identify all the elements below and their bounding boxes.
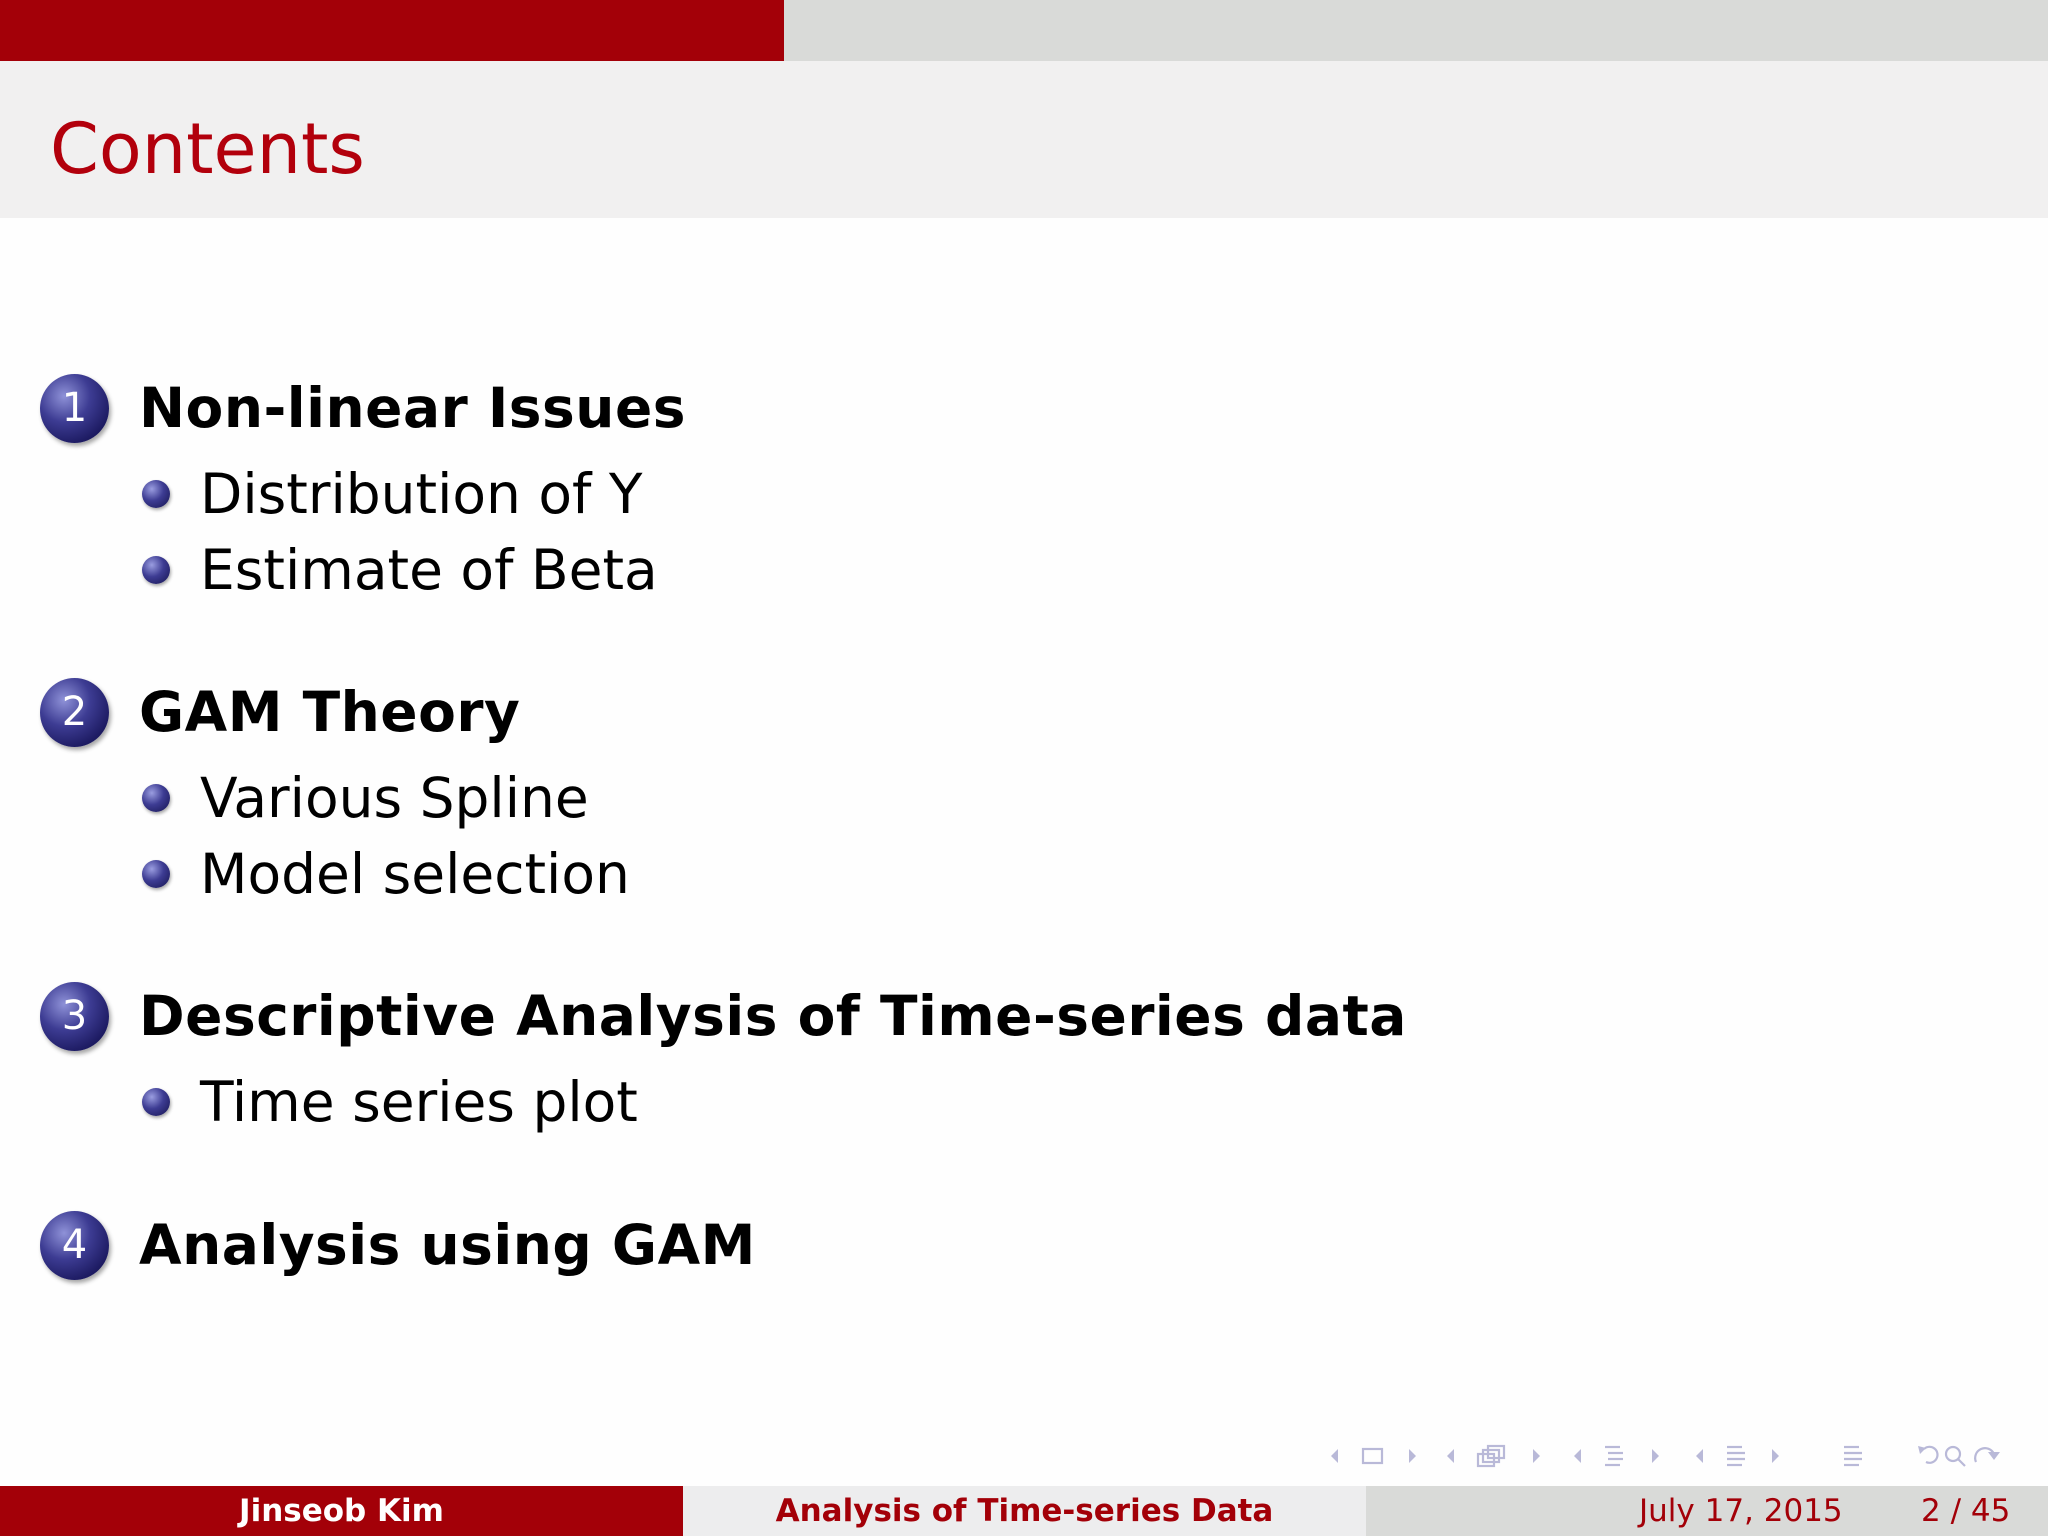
subsection-title[interactable]: Distribution of Y <box>200 462 643 526</box>
footer-author: Jinseob Kim <box>0 1486 683 1536</box>
navigation-bar <box>1320 1436 2035 1476</box>
slide-icon[interactable] <box>1363 1449 1382 1463</box>
next-section-icon[interactable] <box>1772 1449 1779 1463</box>
go-back-icon[interactable] <box>1918 1446 1938 1463</box>
previous-slide-icon[interactable] <box>1331 1449 1338 1463</box>
go-forward-icon[interactable] <box>1975 1448 2000 1462</box>
section-number-ball: 1 <box>40 374 109 443</box>
footline <box>0 1486 2048 1536</box>
section-title[interactable]: Non-linear Issues <box>139 376 686 440</box>
previous-section-icon[interactable] <box>1696 1449 1703 1463</box>
footer-title: Analysis of Time-series Data <box>683 1486 1366 1536</box>
frame-title: Contents <box>50 108 365 190</box>
subsection-title[interactable]: Estimate of Beta <box>200 538 658 602</box>
section-title[interactable]: Analysis using GAM <box>139 1213 756 1277</box>
progress-bar-fill <box>0 0 784 61</box>
footer-date: July 17, 2015 <box>1639 1493 1843 1529</box>
next-subsection-icon[interactable] <box>1652 1449 1659 1463</box>
bullet-icon <box>142 556 170 584</box>
previous-subsection-icon[interactable] <box>1574 1449 1581 1463</box>
footer-date-page <box>1366 1486 2048 1536</box>
bullet-icon <box>142 480 170 508</box>
section-number-ball: 2 <box>40 678 109 747</box>
subsection-icon[interactable] <box>1605 1447 1623 1465</box>
progress-bar <box>0 0 2048 61</box>
bullet-icon <box>142 784 170 812</box>
previous-frame-icon[interactable] <box>1447 1449 1454 1463</box>
document-icon[interactable] <box>1844 1447 1862 1465</box>
footer-page-number: 2 / 45 <box>1921 1493 2011 1529</box>
section-number-ball: 4 <box>40 1211 109 1280</box>
section-number-ball: 3 <box>40 982 109 1051</box>
subsection-title[interactable]: Model selection <box>200 842 630 906</box>
search-icon[interactable] <box>1946 1447 1965 1466</box>
next-frame-icon[interactable] <box>1533 1449 1540 1463</box>
section-icon[interactable] <box>1727 1447 1745 1465</box>
bullet-icon <box>142 860 170 888</box>
bullet-icon <box>142 1088 170 1116</box>
section-title[interactable]: GAM Theory <box>139 680 521 744</box>
subsection-title[interactable]: Time series plot <box>200 1070 638 1134</box>
section-title[interactable]: Descriptive Analysis of Time-series data <box>139 984 1407 1048</box>
subsection-title[interactable]: Various Spline <box>200 766 589 830</box>
next-slide-icon[interactable] <box>1409 1449 1416 1463</box>
frame-icon[interactable] <box>1478 1446 1504 1466</box>
